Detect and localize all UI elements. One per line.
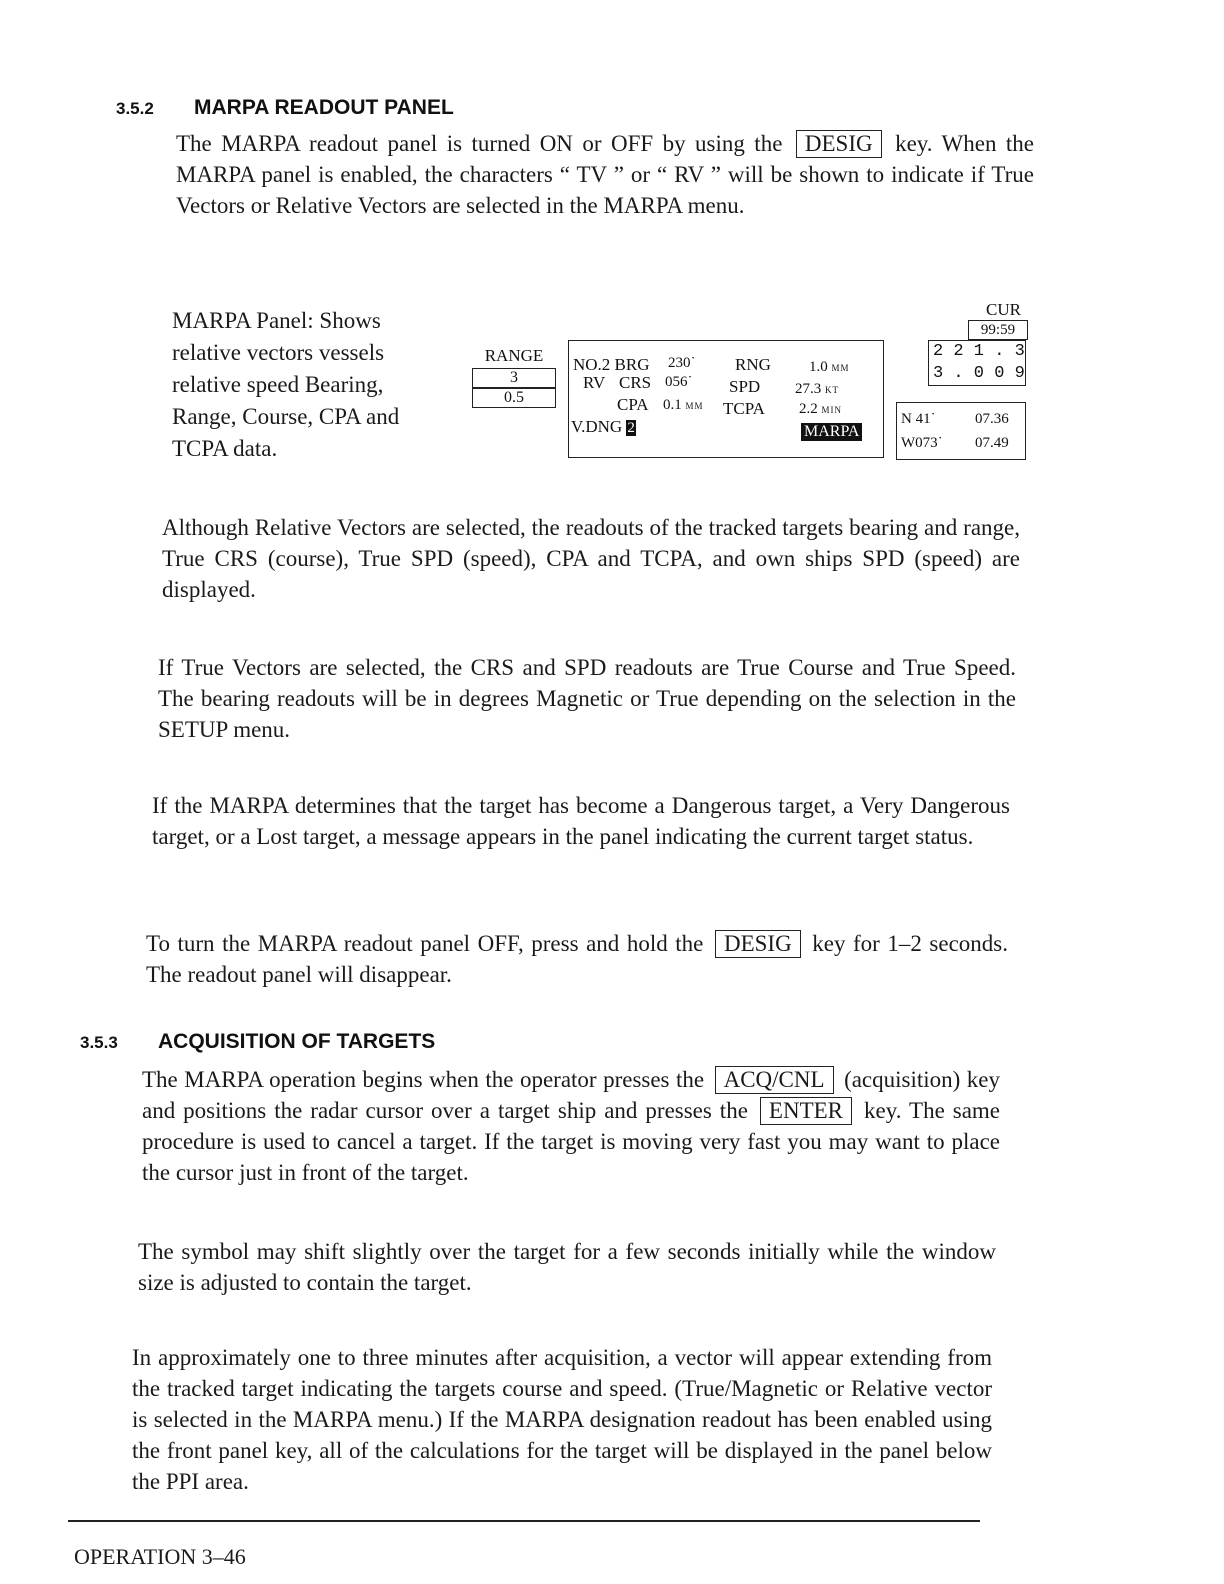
vdng-value: 2 [627, 420, 635, 436]
acq-text-1: The MARPA operation begins when the operator presses the [142, 1067, 705, 1092]
section-number-353: 3.5.3 [80, 1033, 118, 1052]
range-value-2: 0.5 [472, 388, 556, 408]
longitude-value: 07.49 [975, 435, 1009, 451]
section-number: 3.5.2 [116, 99, 154, 118]
acq-text-3: key. The same procedure is used to cancel a target. If the target is moving very fast you may want to place the cursor just in front of the target. [142, 1098, 1001, 1185]
tcpa-number: 2.2 [799, 401, 818, 417]
cpa-unit: MM [685, 401, 704, 411]
footer-rule [68, 1520, 980, 1522]
paragraph-true-vectors: If True Vectors are selected, the CRS and SPD readouts are True Course and True Speed. The bearing readouts will be in degrees Magnetic or True depending on the selection in the SETUP menu. [158, 655, 1016, 742]
vdng-status [571, 417, 636, 437]
cpa-number: 0.1 [663, 397, 682, 413]
section-heading-352 [116, 96, 454, 120]
desig-key: DESIG [796, 130, 882, 158]
panel-caption: MARPA Panel: Shows relative vectors vessels relative speed Bearing, Range, Course, CPA and TCPA data. [172, 308, 400, 461]
longitude-row [901, 431, 1021, 455]
paragraph-intro [176, 128, 1034, 221]
paragraph-turn-off [146, 928, 1008, 990]
latitude-label: N 41˙ [901, 411, 936, 427]
rng-label: RNG [735, 355, 771, 374]
turnoff-text-1: To turn the MARPA readout panel OFF, press and hold the [146, 931, 704, 956]
marpa-target-panel [568, 340, 884, 458]
vdng-label: V.DNG [571, 417, 623, 436]
cursor-bearing: 2 2 1 . 3 [933, 342, 1025, 361]
acq-cnl-key: ACQ/CNL [715, 1066, 834, 1094]
spd-label: SPD [729, 377, 761, 396]
tcpa-label: TCPA [723, 399, 765, 418]
spd-value [795, 381, 839, 398]
spd-unit: KT [825, 385, 839, 395]
tcpa-value [799, 401, 842, 418]
page-footer: OPERATION 3–46 [74, 1544, 246, 1569]
rng-value [809, 359, 850, 376]
section-title-353: ACQUISITION OF TARGETS [158, 1030, 436, 1053]
cursor-readout [928, 340, 1026, 386]
bearing-value: 230˙ [668, 355, 696, 371]
turnoff-text-2: key for 1–2 seconds. The readout panel will disappear. [146, 931, 1009, 987]
paragraph-acquisition [142, 1064, 1000, 1188]
latitude-value: 07.36 [975, 411, 1009, 427]
crs-label: CRS [619, 373, 652, 392]
vector-mode: RV [583, 373, 606, 392]
section-heading-353 [80, 1030, 435, 1054]
tcpa-unit: MIN [821, 405, 842, 415]
section-title: MARPA READOUT PANEL [194, 96, 454, 119]
cpa-label: CPA [617, 395, 649, 414]
paragraph-dangerous-target: If the MARPA determines that the target has become a Dangerous target, a Very Dangerous target, or a Lost target, a message appears in the panel indicating the current target status. [152, 793, 1010, 849]
intro-text-2: key. When the MARPA panel is enabled, the characters “ TV ” or “ RV ” will be shown to indicate if True Vectors or Relative Vectors are selected in the MARPA menu. [176, 131, 1035, 218]
cursor-range: 3 . 0 0 9 [933, 364, 1025, 383]
crs-value: 056˙ [665, 374, 693, 390]
rng-number: 1.0 [809, 359, 828, 375]
cur-label: CUR [986, 300, 1021, 319]
intro-text-1: The MARPA readout panel is turned ON or OFF by using the [176, 131, 783, 156]
cpa-value [663, 397, 704, 414]
enter-key: ENTER [760, 1097, 852, 1125]
paragraph-vector-appear: In approximately one to three minutes after acquisition, a vector will appear extending from the tracked target indicating the targets course and speed. (True/Magnetic or Relative vector is selected in the MARPA menu.) If the MARPA designation readout has been enabled using the front panel key, all of the calculations for the target will be displayed in the panel below the PPI area. [132, 1345, 992, 1494]
marpa-badge: MARPA [801, 423, 862, 441]
range-value-1: 3 [472, 368, 556, 388]
paragraph-relative-vectors: Although Relative Vectors are selected, the readouts of the tracked targets bearing and range, True CRS (course), True SPD (speed), CPA and TCPA, and own ships SPD (speed) are displayed. [162, 515, 1020, 602]
range-readout [472, 346, 556, 406]
acq-text-2: (acquisition) key and positions the radar cursor over a target ship and presses the [142, 1067, 1001, 1123]
range-label: RANGE [484, 346, 544, 365]
cur-time: 99:59 [968, 320, 1028, 340]
latitude-row [901, 407, 1021, 431]
longitude-label: W073˙ [901, 435, 943, 451]
target-number: NO.2 BRG [573, 355, 650, 374]
rng-unit: MM [831, 363, 850, 373]
cursor-position-panel [896, 300, 1032, 466]
paragraph-symbol-shift: The symbol may shift slightly over the target for a few seconds initially while the window size is adjusted to contain the target. [138, 1239, 996, 1295]
desig-key-2: DESIG [715, 930, 801, 958]
own-position [896, 402, 1026, 460]
spd-number: 27.3 [795, 381, 822, 397]
